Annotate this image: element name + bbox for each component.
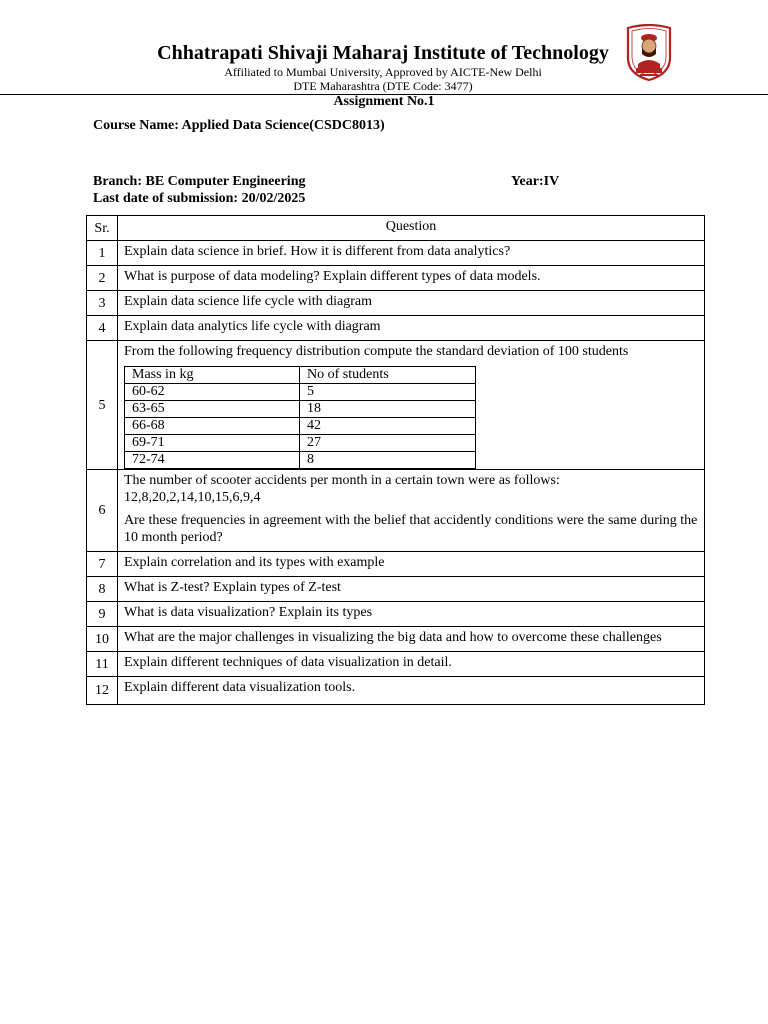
freq-count: 42: [300, 418, 476, 435]
row-sr: 9: [87, 602, 118, 627]
question-text-2: Are these frequencies in agreement with the belief that accidently conditions were the same during the 10 month period?: [124, 513, 698, 545]
row-sr: 5: [87, 341, 118, 470]
row-sr: 2: [87, 266, 118, 291]
col-sr-header: Sr.: [87, 216, 118, 241]
institute-emblem-icon: [622, 24, 676, 82]
affiliation-line: Affiliated to Mumbai University, Approved by AICTE-New Delhi: [224, 65, 542, 79]
col-question-header: Question: [118, 216, 705, 241]
table-row: [87, 602, 705, 627]
last-date: Last date of submission: 20/02/2025: [93, 191, 306, 206]
table-row: [87, 552, 705, 577]
freq-row: [125, 435, 476, 452]
freq-row: [125, 401, 476, 418]
affiliation-block: [148, 65, 618, 93]
row-sr: 10: [87, 627, 118, 652]
freq-count: 5: [300, 384, 476, 401]
freq-mass: 66-68: [125, 418, 300, 435]
freq-count: 18: [300, 401, 476, 418]
freq-count: 8: [300, 452, 476, 469]
row-question: Explain correlation and its types with example: [118, 552, 705, 577]
freq-mass: 60-62: [125, 384, 300, 401]
row-question: Explain data analytics life cycle with diagram: [118, 316, 705, 341]
freq-row: [125, 384, 476, 401]
year: Year:IV: [511, 174, 560, 189]
row-question: What are the major challenges in visualizing the big data and how to overcome these challenges: [118, 627, 705, 652]
question-table: [86, 215, 705, 705]
table-row: [87, 291, 705, 316]
row-question: What is data visualization? Explain its types: [118, 602, 705, 627]
row-sr: 1: [87, 241, 118, 266]
freq-row: [125, 452, 476, 469]
table-row: [87, 266, 705, 291]
table-row: [87, 577, 705, 602]
table-row: [87, 627, 705, 652]
row-sr: 3: [87, 291, 118, 316]
branch: Branch: BE Computer Engineering: [93, 174, 306, 189]
row-sr: 6: [87, 470, 118, 552]
question-text: From the following frequency distribution compute the standard deviation of 100 students: [124, 344, 629, 359]
question-text: The number of scooter accidents per month in a certain town were as follows: 12,8,20,2,14,10,15,6,9,4: [124, 473, 560, 505]
freq-col-mass: Mass in kg: [125, 367, 300, 384]
table-row: [87, 241, 705, 266]
row-sr: 12: [87, 677, 118, 705]
freq-mass: 69-71: [125, 435, 300, 452]
row-question: Explain different data visualization tools.: [118, 677, 705, 705]
row-sr: 7: [87, 552, 118, 577]
row-sr: 4: [87, 316, 118, 341]
table-row: [87, 677, 705, 705]
freq-count: 27: [300, 435, 476, 452]
freq-col-count: No of students: [300, 367, 476, 384]
table-row: [87, 652, 705, 677]
table-row: [87, 470, 705, 552]
freq-mass: 72-74: [125, 452, 300, 469]
frequency-table: [124, 366, 476, 469]
row-question: Explain different techniques of data visualization in detail.: [118, 652, 705, 677]
row-question: Explain data science life cycle with diagram: [118, 291, 705, 316]
table-row: [87, 341, 705, 470]
table-row: [87, 316, 705, 341]
dte-line: DTE Maharashtra (DTE Code: 3477): [293, 79, 473, 93]
institute-name: Chhatrapati Shivaji Maharaj Institute of Technology: [157, 42, 609, 64]
assignment-title: Assignment No.1: [333, 94, 435, 109]
course-name: Course Name: Applied Data Science(CSDC8013): [93, 118, 385, 133]
row-question: [118, 341, 705, 470]
row-question: Explain data science in brief. How it is different from data analytics?: [118, 241, 705, 266]
row-question: [118, 470, 705, 552]
table-header-row: [87, 216, 705, 241]
row-sr: 8: [87, 577, 118, 602]
row-sr: 11: [87, 652, 118, 677]
row-question: What is Z-test? Explain types of Z-test: [118, 577, 705, 602]
freq-row: [125, 418, 476, 435]
freq-header-row: [125, 367, 476, 384]
row-question: What is purpose of data modeling? Explain different types of data models.: [118, 266, 705, 291]
freq-mass: 63-65: [125, 401, 300, 418]
